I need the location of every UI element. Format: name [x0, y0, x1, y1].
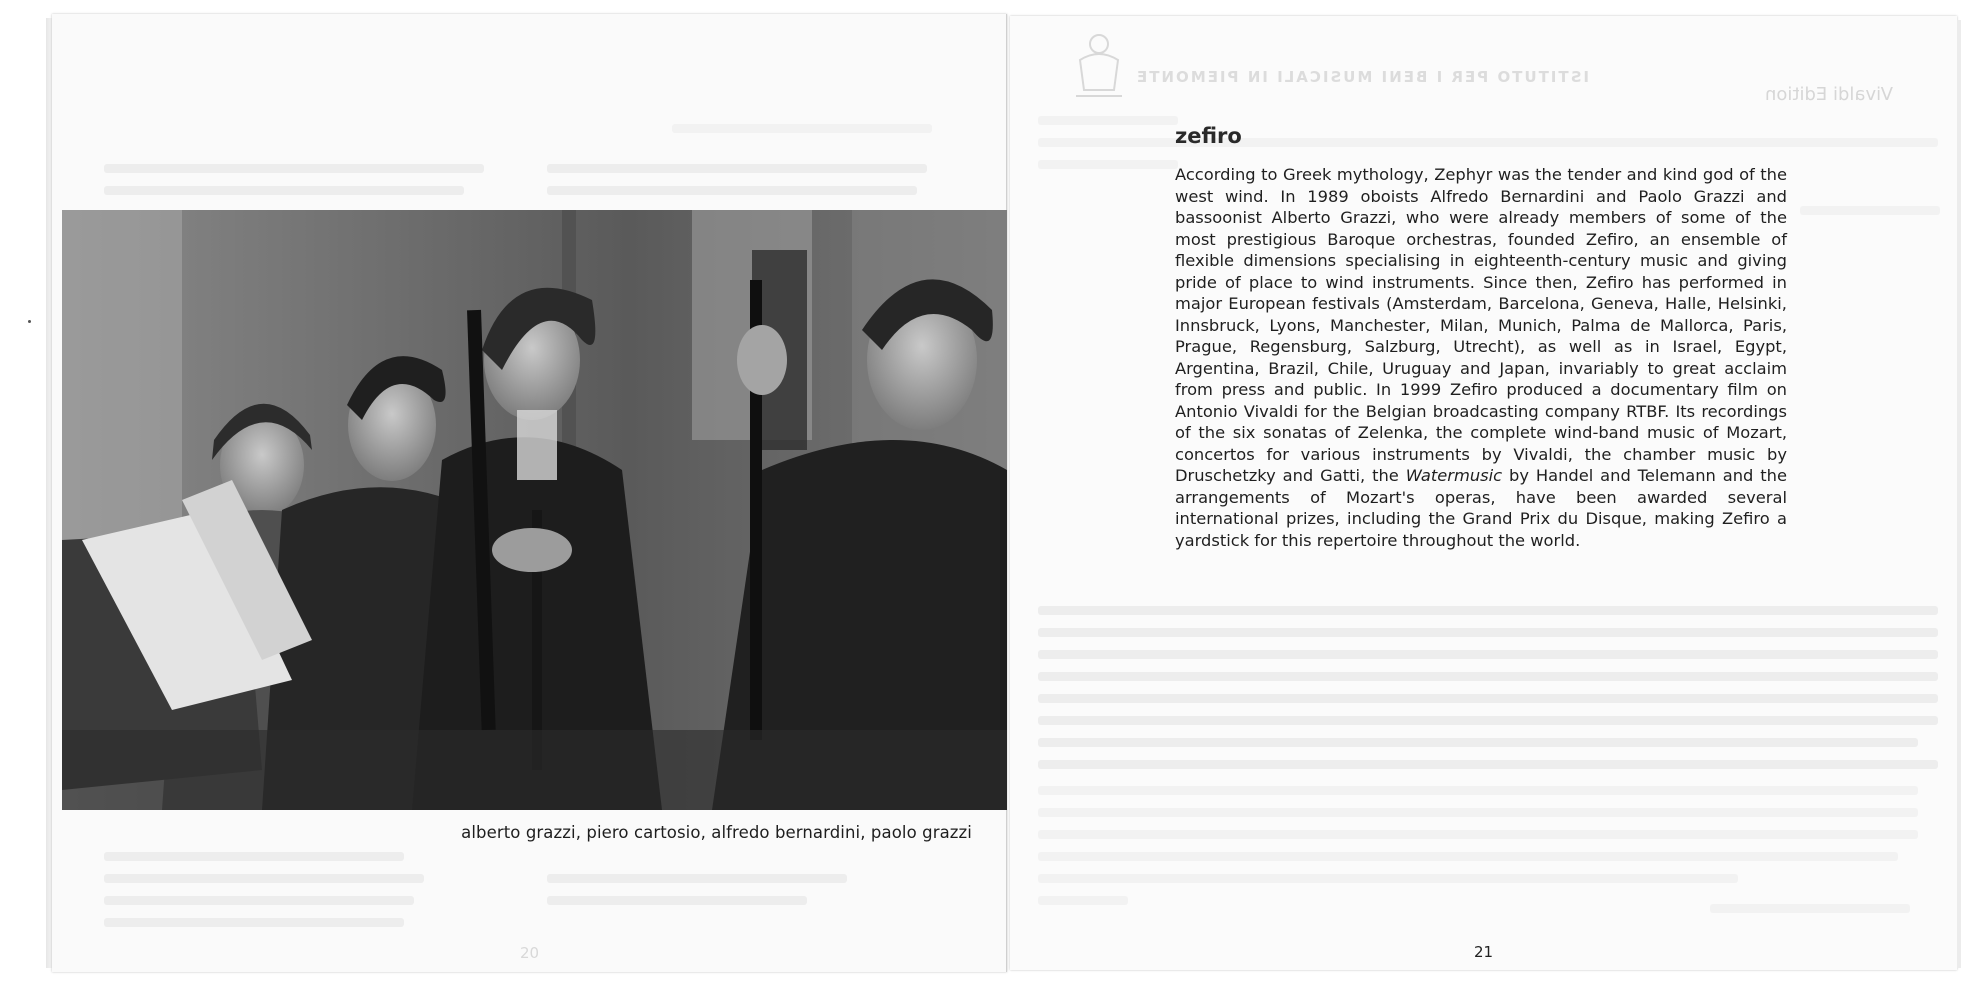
bleed-text-line [104, 896, 414, 905]
bleed-text-line [104, 918, 404, 927]
bleed-text-line [1038, 786, 1918, 795]
bleed-text-line [104, 164, 484, 173]
bleed-text-line [1038, 672, 1938, 681]
bleed-text-line [1038, 138, 1938, 147]
bleed-text-line [547, 874, 847, 883]
bleed-text-line [547, 186, 917, 195]
bleed-text-line [1038, 760, 1938, 769]
bleed-through-series-title: Vivaldi Edition [1765, 84, 1894, 105]
bleed-text-line [1710, 904, 1910, 913]
right-page-number: 21 [1474, 943, 1494, 961]
bleed-text-line [104, 852, 404, 861]
bleed-text-line [1038, 738, 1918, 747]
bleed-text-line [1038, 896, 1128, 905]
right-page-edge [1957, 20, 1961, 968]
biography-italic-title: Watermusic [1405, 466, 1503, 485]
scan-speck [28, 320, 31, 323]
bleed-text-line [1038, 852, 1898, 861]
ensemble-photo-graphic [62, 210, 1007, 810]
ensemble-biography [1175, 164, 1787, 551]
bleed-text-line [104, 874, 424, 883]
bleed-text-line [1038, 650, 1938, 659]
bleed-text-line [1038, 116, 1178, 125]
bleed-text-line [1800, 206, 1940, 215]
bleed-text-line [1038, 694, 1938, 703]
bleed-text-line [1038, 874, 1738, 883]
biography-text-part1: According to Greek mythology, Zephyr was the tender and kind god of the west wind. In 1989 oboists Alfredo Bernardini and Paolo Grazzi and bassoonist Alberto Grazzi, who were already members of some of the most prestigious Baroque orchestras, founded Zefiro, an ensemble of flexible dimensions specialising in eighteenth-century music and giving pride of place to wind instruments. Since then, Zefiro has performed in major European festivals (Amsterdam, Barcelona, Geneva, Halle, Helsinki, Innsbruck, Lyons, Manchester, Milan, Munich, Palma de Mallorca, Paris, Prague, Regensburg, Salzburg, Utrecht), as well as in Israel, Egypt, Argentina, Brazil, Chile, Uruguay and Japan, invariably to great acclaim from press and public. In 1999 Zefiro produced a documentary film on Antonio Vivaldi for the Belgian broadcasting company RTBF. Its recordings of the six sonatas of Zelenka, the complete wind-band music of Mozart, concertos for various instruments by Vivaldi, the chamber music by Druschetzky and Gatti, the [1175, 165, 1787, 485]
bleed-text-line [1038, 628, 1938, 637]
bleed-text-line [547, 896, 807, 905]
bleed-text-line [1038, 830, 1918, 839]
bleed-text-line [672, 124, 932, 133]
biography-text-part2: by Handel and Telemann and the arrangements of Mozart's operas, have been awarded several international prizes, including the Grand Prix du Disque, making Zefiro a yardstick for this repertoire throughout the world. [1175, 466, 1787, 550]
bleed-text-line [1038, 606, 1938, 615]
institute-logo [1070, 30, 1128, 102]
left-page-number: 20 [520, 944, 540, 962]
bleed-text-line [547, 164, 927, 173]
bleed-text-line [1038, 160, 1178, 169]
bleed-text-line [104, 186, 464, 195]
photo-caption: alberto grazzi, piero cartosio, alfredo bernardini, paolo grazzi [461, 823, 972, 842]
bleed-through-header: ISTITUTO PER I BENI MUSICALI IN PIEMONTE [1135, 68, 1590, 86]
ensemble-photo [62, 210, 1007, 810]
bleed-text-line [1038, 808, 1918, 817]
bleed-text-line [1038, 716, 1938, 725]
section-title: zefiro [1175, 124, 1242, 148]
